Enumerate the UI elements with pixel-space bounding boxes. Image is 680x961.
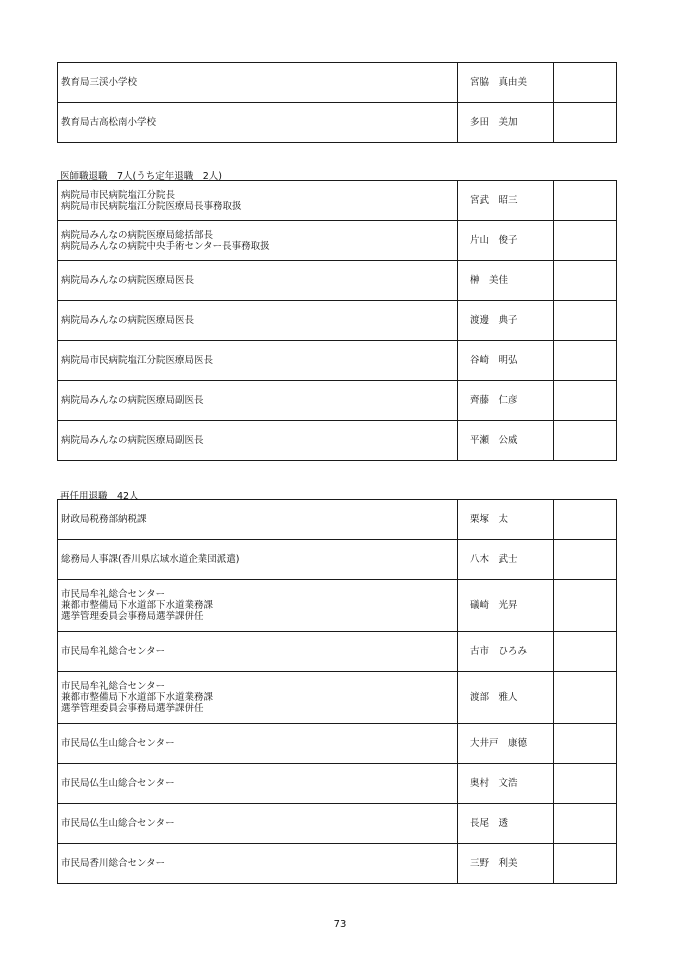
table-row — [58, 672, 617, 724]
blank-cell — [554, 632, 617, 672]
position-line: 病院局みんなの病院医療局医長 — [61, 275, 195, 286]
position-line: 病院局市民病院塩江分院医療局医長 — [61, 355, 214, 366]
position-cell — [58, 672, 458, 724]
blank-cell — [554, 301, 617, 341]
name-cell: 栗塚 太 — [458, 500, 554, 540]
table-row — [58, 844, 617, 884]
position-cell — [58, 804, 458, 844]
blank-cell — [554, 672, 617, 724]
table-row — [58, 221, 617, 261]
table-row — [58, 421, 617, 461]
name-cell: 宮脇 真由美 — [458, 63, 554, 103]
blank-cell — [554, 724, 617, 764]
name-cell: 八木 武士 — [458, 540, 554, 580]
blank-cell — [554, 221, 617, 261]
position-cell — [58, 381, 458, 421]
name-cell: 長尾 透 — [458, 804, 554, 844]
table-row — [58, 381, 617, 421]
position-line: 教育局古高松南小学校 — [61, 117, 157, 128]
position-cell — [58, 341, 458, 381]
position-line: 市民局牟礼総合センター — [61, 681, 166, 692]
position-line: 教育局三渓小学校 — [61, 77, 138, 88]
table-row — [58, 301, 617, 341]
position-line: 病院局みんなの病院医療局副医長 — [61, 395, 204, 406]
blank-cell — [554, 844, 617, 884]
table-row — [58, 804, 617, 844]
table-row — [58, 261, 617, 301]
position-cell — [58, 764, 458, 804]
blank-cell — [554, 804, 617, 844]
position-cell — [58, 580, 458, 632]
table-row — [58, 632, 617, 672]
name-cell: 渡邊 典子 — [458, 301, 554, 341]
table-row — [58, 724, 617, 764]
doctors-personnel-table — [57, 180, 617, 461]
position-line: 市民局仏生山総合センター — [61, 818, 175, 829]
blank-cell — [554, 63, 617, 103]
position-line: 病院局みんなの病院中央手術センター長事務取扱 — [61, 240, 270, 252]
position-cell — [58, 301, 458, 341]
position-line: 市民局仏生山総合センター — [61, 738, 175, 749]
position-line: 市民局仏生山総合センター — [61, 778, 175, 789]
blank-cell — [554, 381, 617, 421]
position-line: 市民局香川総合センター — [61, 858, 166, 869]
position-line: 病院局市民病院塩江分院医療局長事務取扱 — [61, 200, 242, 212]
name-cell: 片山 俊子 — [458, 221, 554, 261]
blank-cell — [554, 421, 617, 461]
name-cell: 奥村 文浩 — [458, 764, 554, 804]
reappointment-personnel-table — [57, 499, 617, 884]
position-line: 総務局人事課(香川県広域水道企業団派遣) — [61, 554, 240, 565]
name-cell: 齊藤 仁彦 — [458, 381, 554, 421]
table-row — [58, 540, 617, 580]
blank-cell — [554, 764, 617, 804]
name-cell: 渡部 雅人 — [458, 672, 554, 724]
page-number: 73 — [333, 919, 347, 930]
position-cell — [58, 500, 458, 540]
top-personnel-table — [57, 62, 617, 143]
name-cell: 榊 美佳 — [458, 261, 554, 301]
name-cell: 宮武 昭三 — [458, 181, 554, 221]
position-line: 兼都市整備局下水道部下水道業務課 — [61, 692, 214, 703]
blank-cell — [554, 500, 617, 540]
blank-cell — [554, 341, 617, 381]
position-line: 市民局牟礼総合センター — [61, 646, 166, 657]
position-line: 病院局市民病院塩江分院長 — [61, 189, 176, 201]
blank-cell — [554, 103, 617, 143]
position-line: 兼都市整備局下水道部下水道業務課 — [61, 600, 214, 611]
name-cell: 礒崎 光昇 — [458, 580, 554, 632]
position-cell — [58, 632, 458, 672]
name-cell: 三野 利美 — [458, 844, 554, 884]
position-cell — [58, 421, 458, 461]
name-cell: 谷崎 明弘 — [458, 341, 554, 381]
position-line: 市民局牟礼総合センター — [61, 589, 166, 600]
table-row — [58, 580, 617, 632]
position-line: 病院局みんなの病院医療局副医長 — [61, 435, 204, 446]
position-cell — [58, 724, 458, 764]
position-line: 病院局みんなの病院医療局医長 — [61, 315, 195, 326]
position-line: 財政局税務部納税課 — [61, 514, 147, 525]
name-cell: 古市 ひろみ — [458, 632, 554, 672]
position-cell — [58, 844, 458, 884]
position-line: 選挙管理委員会事務局選挙課併任 — [61, 703, 204, 714]
position-cell — [58, 261, 458, 301]
position-cell — [58, 540, 458, 580]
blank-cell — [554, 540, 617, 580]
blank-cell — [554, 580, 617, 632]
table-row — [58, 103, 617, 143]
table-row — [58, 63, 617, 103]
position-line: 病院局みんなの病院医療局総括部長 — [61, 229, 214, 241]
blank-cell — [554, 181, 617, 221]
position-cell — [58, 221, 458, 261]
position-cell — [58, 63, 458, 103]
position-cell — [58, 181, 458, 221]
doctors-section-heading: 医師職退職 7人(うち定年退職 2人) — [60, 171, 223, 182]
blank-cell — [554, 261, 617, 301]
table-row — [58, 764, 617, 804]
table-row — [58, 500, 617, 540]
name-cell: 多田 美加 — [458, 103, 554, 143]
reappointment-section-heading: 再任用退職 42人 — [60, 491, 139, 502]
table-row — [58, 181, 617, 221]
position-line: 選挙管理委員会事務局選挙課併任 — [61, 611, 204, 622]
name-cell: 平瀬 公威 — [458, 421, 554, 461]
name-cell: 大井戸 康德 — [458, 724, 554, 764]
table-row — [58, 341, 617, 381]
position-cell — [58, 103, 458, 143]
